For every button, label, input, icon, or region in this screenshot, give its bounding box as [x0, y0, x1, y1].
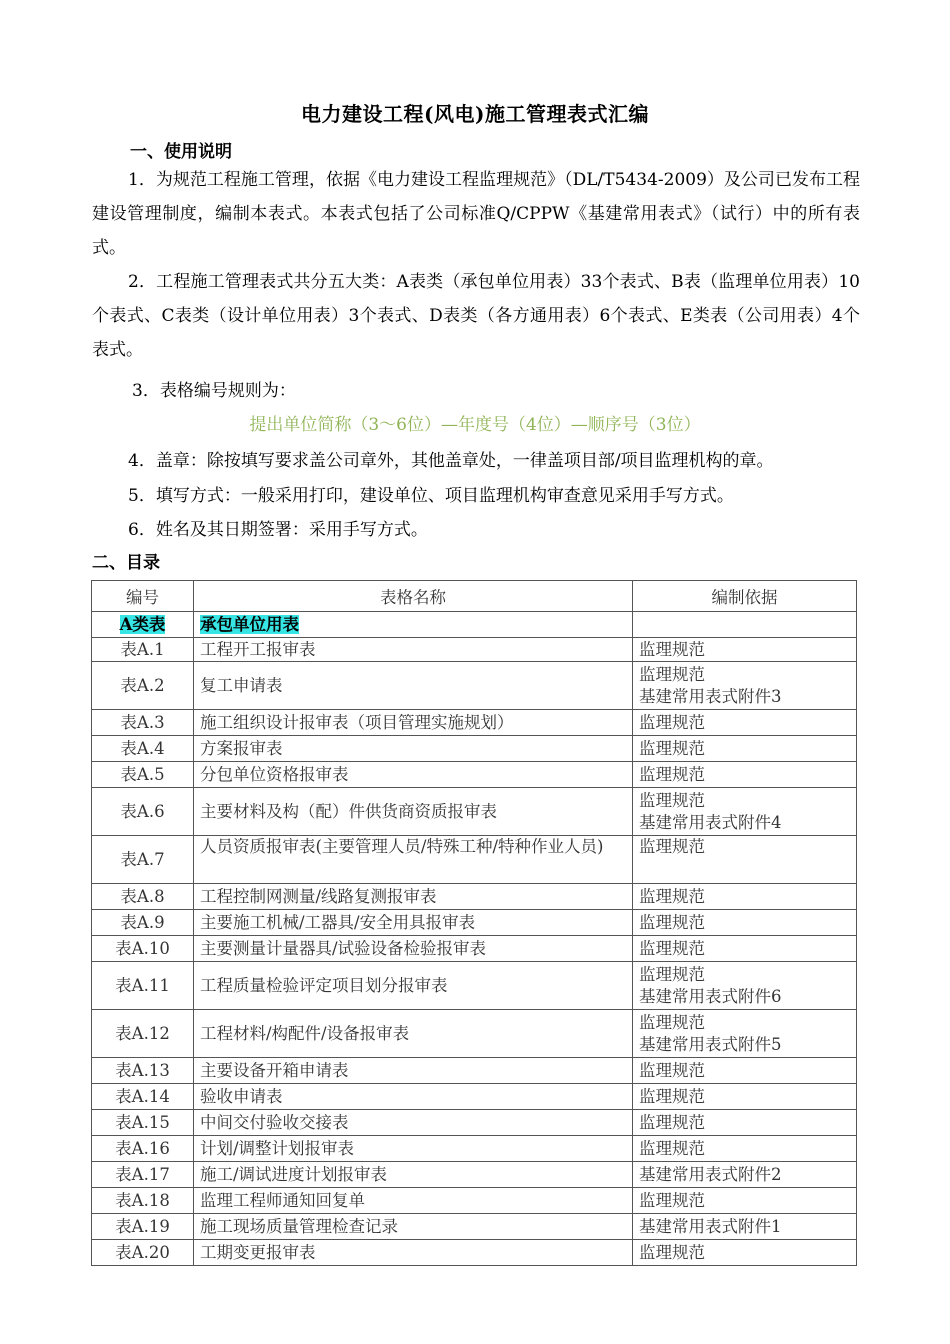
cell-basis: 监理规范: [633, 736, 857, 762]
paragraph-3: 3．表格编号规则为：: [132, 381, 296, 401]
cell-code: 表A.5: [92, 762, 194, 788]
table-row: [92, 884, 857, 910]
cell-basis: 基建常用表式附件1: [633, 1214, 857, 1240]
cell-code: 表A.17: [92, 1162, 194, 1188]
cell-code: 表A.19: [92, 1214, 194, 1240]
cell-basis: 监理规范 基建常用表式附件4: [633, 788, 857, 836]
cell-basis: 监理规范 基建常用表式附件3: [633, 662, 857, 710]
cell-code: 表A.12: [92, 1010, 194, 1058]
cell-basis: 监理规范: [633, 1188, 857, 1214]
cell-basis: 监理规范: [633, 884, 857, 910]
table-row: [92, 638, 857, 662]
paragraph-4: 4．盖章：除按填写要求盖公司章外，其他盖章处，一律盖项目部/项目监理机构的章。: [128, 451, 774, 471]
cell-code: 表A.9: [92, 910, 194, 936]
cell-code: 表A.20: [92, 1240, 194, 1266]
cell-name: 人员资质报审表(主要管理人员/特殊工种/特种作业人员): [194, 836, 633, 884]
table-row: [92, 1188, 857, 1214]
cell-name: 方案报审表: [194, 736, 633, 762]
table-row: [92, 762, 857, 788]
table-header-row: [92, 581, 857, 612]
cell-name: 复工申请表: [194, 662, 633, 710]
cell-name: 验收申请表: [194, 1084, 633, 1110]
group-name: 承包单位用表: [200, 614, 299, 634]
cell-name: 主要施工机械/工器具/安全用具报审表: [194, 910, 633, 936]
cell-code: 表A.2: [92, 662, 194, 710]
cell-name: 工程质量检验评定项目划分报审表: [194, 962, 633, 1010]
cell-name: 中间交付验收交接表: [194, 1110, 633, 1136]
table-row: [92, 1214, 857, 1240]
cell-basis: 监理规范: [633, 1084, 857, 1110]
cell-code: 表A.10: [92, 936, 194, 962]
cell-code: 表A.8: [92, 884, 194, 910]
cell-name: 施工/调试进度计划报审表: [194, 1162, 633, 1188]
header-code: 编号: [92, 581, 194, 612]
group-basis: [633, 612, 857, 638]
table-row: [92, 736, 857, 762]
section-usage-heading: 一、使用说明: [130, 142, 232, 162]
cell-basis: 监理规范 基建常用表式附件5: [633, 1010, 857, 1058]
cell-name: 工程材料/构配件/设备报审表: [194, 1010, 633, 1058]
cell-name: 主要材料及构（配）件供货商资质报审表: [194, 788, 633, 836]
table-group-row: [92, 612, 857, 638]
cell-basis: 监理规范: [633, 1058, 857, 1084]
cell-basis: 监理规范: [633, 910, 857, 936]
cell-code: 表A.11: [92, 962, 194, 1010]
cell-name: 施工组织设计报审表（项目管理实施规划）: [194, 710, 633, 736]
cell-name: 计划/调整计划报审表: [194, 1136, 633, 1162]
table-row: [92, 710, 857, 736]
table-row: [92, 1136, 857, 1162]
paragraph-6: 6．姓名及其日期签署：采用手写方式。: [128, 520, 428, 540]
section-catalog-heading: 二、目录: [92, 553, 160, 573]
cell-code: 表A.3: [92, 710, 194, 736]
cell-basis: 监理规范: [633, 836, 857, 884]
table-row: [92, 836, 857, 884]
cell-name: 监理工程师通知回复单: [194, 1188, 633, 1214]
table-row: [92, 788, 857, 836]
cell-code: 表A.13: [92, 1058, 194, 1084]
table-row: [92, 936, 857, 962]
cell-name: 工程控制网测量/线路复测报审表: [194, 884, 633, 910]
table-row: [92, 1084, 857, 1110]
cell-basis: 监理规范: [633, 1110, 857, 1136]
cell-code: 表A.6: [92, 788, 194, 836]
table-row: [92, 1010, 857, 1058]
cell-name: 主要测量计量器具/试验设备检验报审表: [194, 936, 633, 962]
table-row: [92, 662, 857, 710]
header-name: 表格名称: [194, 581, 633, 612]
header-basis: 编制依据: [633, 581, 857, 612]
cell-name: 工程开工报审表: [194, 638, 633, 662]
table-row: [92, 962, 857, 1010]
table-row: [92, 1162, 857, 1188]
group-code: A类表: [119, 614, 166, 634]
cell-basis: 监理规范 基建常用表式附件6: [633, 962, 857, 1010]
cell-code: 表A.18: [92, 1188, 194, 1214]
cell-code: 表A.15: [92, 1110, 194, 1136]
cell-code: 表A.1: [92, 638, 194, 662]
table-row: [92, 1110, 857, 1136]
table-row: [92, 910, 857, 936]
cell-basis: 监理规范: [633, 638, 857, 662]
catalog-table: [91, 580, 857, 1266]
cell-name: 主要设备开箱申请表: [194, 1058, 633, 1084]
cell-name: 分包单位资格报审表: [194, 762, 633, 788]
paragraph-2: 2．工程施工管理表式共分五大类：A表类（承包单位用表）33个表式、B表（监理单位用表）10个表式、C表类（设计单位用表）3个表式、D表类（各方通用表）6个表式、E类表（公司用表）4个表式。: [92, 272, 860, 360]
paragraph-5: 5．填写方式：一般采用打印，建设单位、项目监理机构审查意见采用手写方式。: [128, 486, 734, 506]
cell-code: 表A.16: [92, 1136, 194, 1162]
numbering-rule: 提出单位简称（3～6位）—年度号（4位）—顺序号（3位）: [249, 415, 701, 435]
cell-name: 工期变更报审表: [194, 1240, 633, 1266]
cell-name: 施工现场质量管理检查记录: [194, 1214, 633, 1240]
cell-code: 表A.4: [92, 736, 194, 762]
cell-basis: 监理规范: [633, 1240, 857, 1266]
table-row: [92, 1058, 857, 1084]
cell-code: 表A.14: [92, 1084, 194, 1110]
cell-basis: 监理规范: [633, 762, 857, 788]
cell-basis: 监理规范: [633, 710, 857, 736]
table-row: [92, 1240, 857, 1266]
cell-basis: 基建常用表式附件2: [633, 1162, 857, 1188]
cell-basis: 监理规范: [633, 936, 857, 962]
document-title: 电力建设工程(风电)施工管理表式汇编: [301, 102, 649, 126]
cell-basis: 监理规范: [633, 1136, 857, 1162]
paragraph-1: 1．为规范工程施工管理，依据《电力建设工程监理规范》（DL/T5434-2009）及公司已发布工程建设管理制度，编制本表式。本表式包括了公司标准Q/CPPW《基建常用表式》（试行）中的所有表式。: [92, 170, 860, 258]
cell-code: 表A.7: [92, 836, 194, 884]
